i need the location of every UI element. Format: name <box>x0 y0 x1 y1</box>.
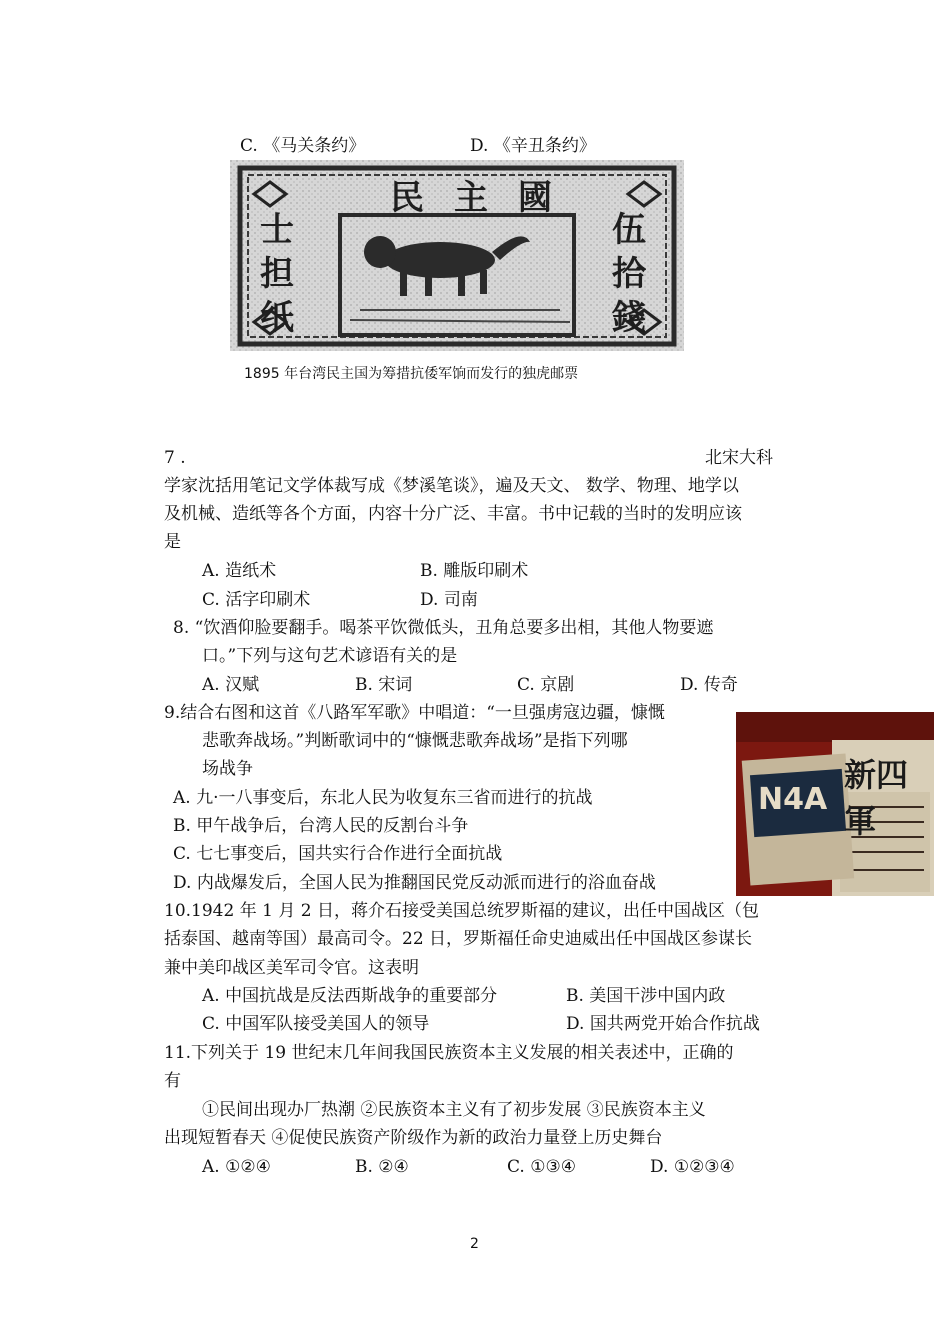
tiger-stamp-image <box>230 160 684 351</box>
q6-option-d: D. 《辛丑条约》 <box>470 136 596 156</box>
q11-line3: ①民间出现办厂热潮 ②民族资本主义有了初步发展 ③民族资本主义 <box>202 1100 706 1120</box>
q8-option-b: B. 宋词 <box>355 675 413 695</box>
stamp-right-text: 伍拾錢 <box>612 210 646 338</box>
stamp-top-text: 民主國 <box>390 178 582 218</box>
q9-line1: 9.结合右图和这首《八路军军歌》中唱道：“一旦强虏寇边疆，慷慨 <box>164 703 665 723</box>
q8-line1: 8. “饮酒仰脸要翻手。喝茶平饮微低头，丑角总要多出相，其他人物要遮 <box>173 618 714 638</box>
q9-option-b: B. 甲午战争后，台湾人民的反割台斗争 <box>173 816 469 836</box>
q7-line3: 及机械、造纸等各个方面，内容十分广泛、丰富。书中记载的当时的发明应该 <box>164 504 742 524</box>
q10-option-b: B. 美国干涉中国内政 <box>566 986 726 1006</box>
new-fourth-army-photo <box>736 712 934 896</box>
q7-line4: 是 <box>164 532 181 552</box>
new-fourth-army-sign-text: 新四軍 <box>844 756 909 840</box>
q11-option-c: C. ①③④ <box>507 1157 576 1177</box>
q10-option-a: A. 中国抗战是反法西斯战争的重要部分 <box>202 986 498 1006</box>
q9-line2: 悲歌奔战场。”判断歌词中的“慷慨悲歌奔战场”是指下列哪 <box>202 731 628 751</box>
q9-line3: 场战争 <box>202 759 253 779</box>
q7-line1: 北宋大科 <box>705 448 773 468</box>
q11-line4: 出现短暂春天 ④促使民族资产阶级作为新的政治力量登上历史舞台 <box>164 1128 663 1148</box>
q7-option-d: D. 司南 <box>420 590 478 610</box>
q11-option-d: D. ①②③④ <box>650 1157 735 1177</box>
q10-option-d: D. 国共两党开始合作抗战 <box>566 1014 760 1034</box>
q11-line2: 有 <box>164 1071 181 1091</box>
q9-option-a: A. 九·一八事变后，东北人民为收复东三省而进行的抗战 <box>173 788 593 808</box>
q11-option-a: A. ①②④ <box>202 1157 271 1177</box>
q7-option-b: B. 雕版印刷术 <box>420 561 529 581</box>
page-number: 2 <box>470 1236 479 1252</box>
q9-option-c: C. 七七事变后，国共实行合作进行全面抗战 <box>173 844 503 864</box>
q7-line2: 学家沈括用笔记文学体裁写成《梦溪笔谈》，遍及天文、 数学、物理、地学以 <box>164 476 739 496</box>
q9-option-d: D. 内战爆发后，全国人民为推翻国民党反动派而进行的浴血奋战 <box>173 873 656 893</box>
q7-option-c: C. 活字印刷术 <box>202 590 311 610</box>
q10-line3: 兼中美印战区美军司令官。这表明 <box>164 958 419 978</box>
q8-option-a: A. 汉赋 <box>202 675 260 695</box>
q7-option-a: A. 造纸术 <box>202 561 277 581</box>
q10-line2: 括泰国、越南等国）最高司令。22 日，罗斯福任命史迪威出任中国战区参谋长 <box>164 929 753 949</box>
n4a-badge-text: N4A <box>758 782 828 817</box>
q8-line2: 口。”下列与这句艺术谚语有关的是 <box>202 646 458 666</box>
q10-line1: 10.1942 年 1 月 2 日，蒋介石接受美国总统罗斯福的建议，出任中国战区（包 <box>164 901 759 921</box>
stamp-left-text: 士担纸 <box>260 210 294 338</box>
stamp-caption: 1895 年台湾民主国为筹措抗倭军饷而发行的独虎邮票 <box>244 366 579 382</box>
q11-option-b: B. ②④ <box>355 1157 409 1177</box>
q7-number: 7 . <box>164 448 186 468</box>
q8-option-c: C. 京剧 <box>517 675 575 695</box>
q10-option-c: C. 中国军队接受美国人的领导 <box>202 1014 430 1034</box>
q8-option-d: D. 传奇 <box>680 675 738 695</box>
q6-option-c: C. 《马关条约》 <box>240 136 366 156</box>
q11-line1: 11.下列关于 19 世纪末几年间我国民族资本主义发展的相关表述中，正确的 <box>164 1043 734 1063</box>
